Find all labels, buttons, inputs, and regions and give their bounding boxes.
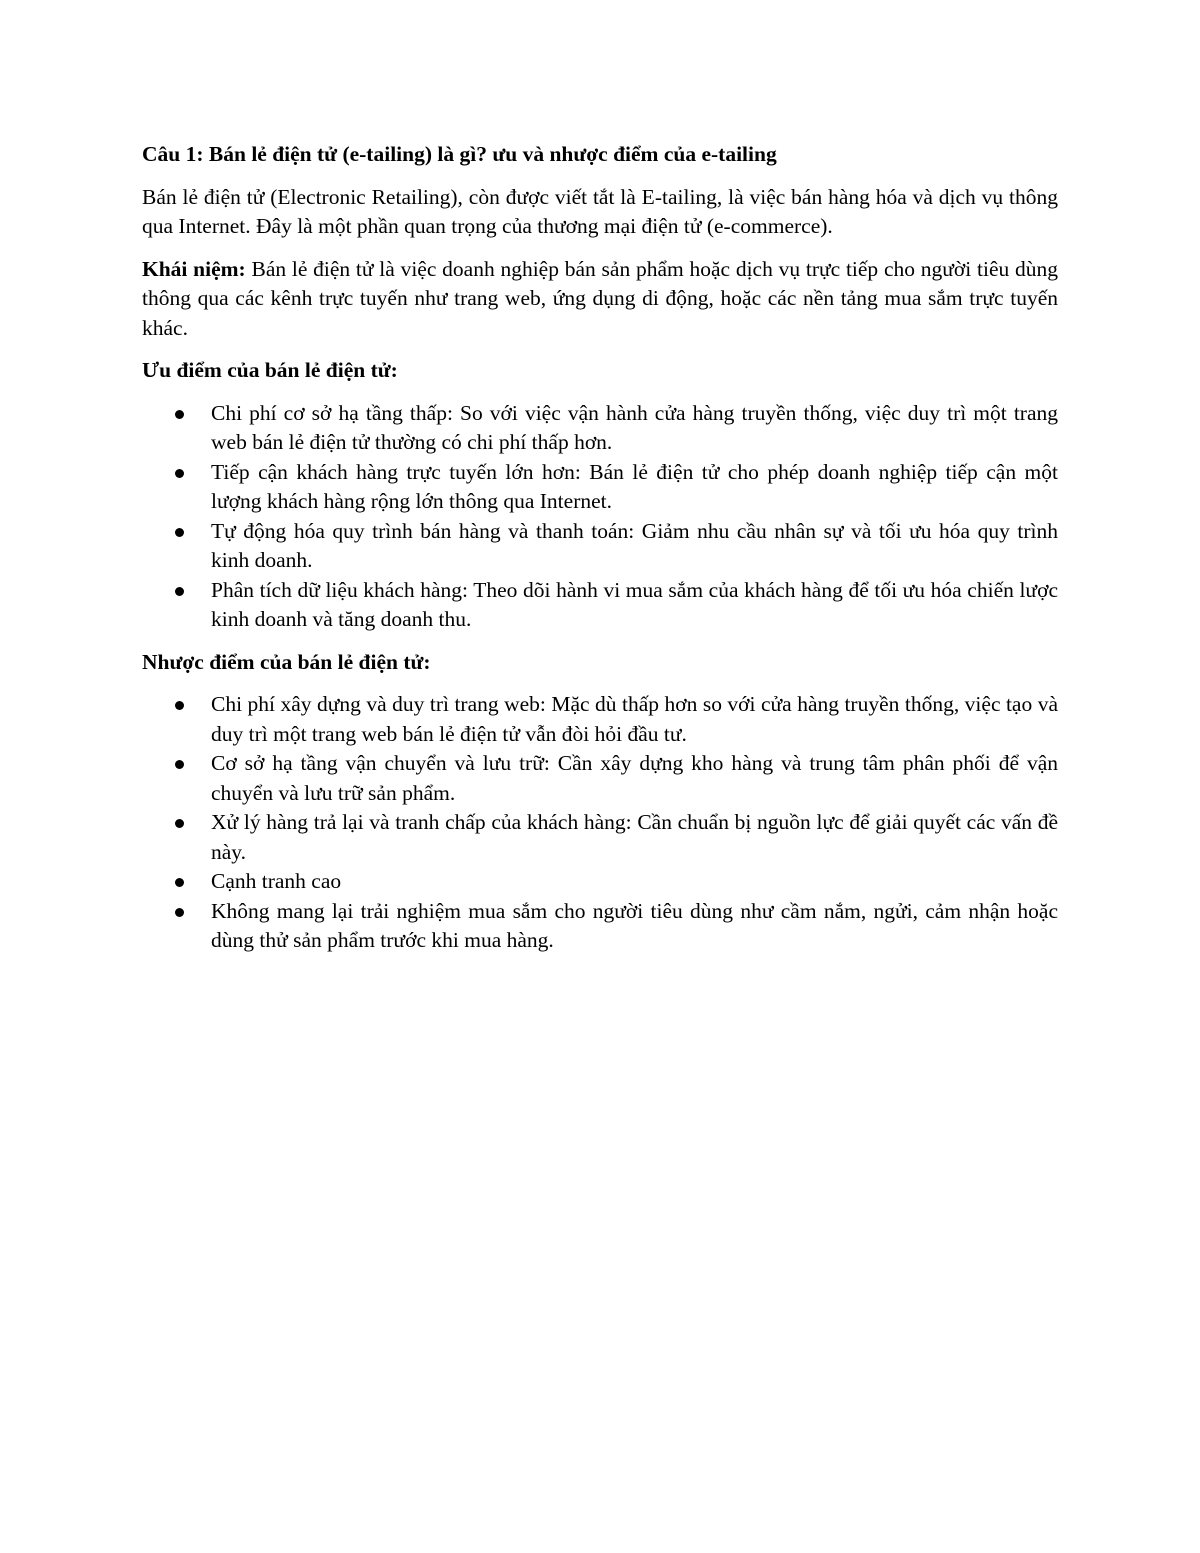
list-item-text: Phân tích dữ liệu khách hàng: Theo dõi hành vi mua sắm của khách hàng để tối ưu hóa chiến lược kinh doanh và tăng doanh thu. (211, 577, 1058, 631)
concept-label: Khái niệm: (142, 256, 246, 281)
list-item (211, 897, 1058, 956)
list-item (211, 808, 1058, 867)
disadvantages-heading: Nhược điểm của bán lẻ điện tử: (142, 649, 431, 674)
list-item (211, 576, 1058, 635)
list-item-text: Tự động hóa quy trình bán hàng và thanh toán: Giảm nhu cầu nhân sự và tối ưu hóa quy trình kinh doanh. (211, 518, 1058, 572)
bullet-icon (175, 469, 184, 478)
list-item-text: Tiếp cận khách hàng trực tuyến lớn hơn: Bán lẻ điện tử cho phép doanh nghiệp tiếp cận một lượng khách hàng rộng lớn thông qua Internet. (211, 459, 1058, 513)
list-item (211, 517, 1058, 576)
bullet-icon (175, 878, 184, 887)
bullet-icon (175, 908, 184, 917)
bullet-icon (175, 587, 184, 596)
list-item-text: Chi phí xây dựng và duy trì trang web: Mặc dù thấp hơn so với cửa hàng truyền thống, việc tạo và duy trì một trang web bán lẻ điện tử vẫn đòi hỏi đầu tư. (211, 692, 1058, 746)
list-item (211, 690, 1058, 749)
list-item (211, 399, 1058, 458)
list-item (211, 458, 1058, 517)
bullet-icon (175, 819, 184, 828)
bullet-icon (175, 528, 184, 537)
list-item-text: Không mang lại trải nghiệm mua sắm cho người tiêu dùng như cầm nắm, ngửi, cảm nhận hoặc dùng thử sản phẩm trước khi mua hàng. (211, 898, 1058, 952)
document-page (142, 140, 1058, 969)
list-item (211, 749, 1058, 808)
disadvantages-list (142, 690, 1058, 956)
list-item-text: Chi phí cơ sở hạ tầng thấp: So với việc vận hành cửa hàng truyền thống, việc duy trì một trang web bán lẻ điện tử thường có chi phí thấp hơn. (211, 400, 1058, 454)
concept-text: Bán lẻ điện tử là việc doanh nghiệp bán sản phẩm hoặc dịch vụ trực tiếp cho người tiêu dùng thông qua các kênh trực tuyến như trang web, ứng dụng di động, hoặc các nền tảng mua sắm trực tuyến khác. (142, 256, 1059, 340)
document-title: Câu 1: Bán lẻ điện tử (e-tailing) là gì? ưu và nhược điểm của e-tailing (142, 142, 777, 166)
list-item-text: Xử lý hàng trả lại và tranh chấp của khách hàng: Cần chuẩn bị nguồn lực để giải quyết các vấn đề này. (211, 810, 1058, 864)
bullet-icon (175, 760, 184, 769)
list-item (211, 867, 1058, 897)
intro-paragraph: Bán lẻ điện tử (Electronic Retailing), còn được viết tắt là E-tailing, là việc bán hàng hóa và dịch vụ thông qua Internet. Đây là một phần quan trọng của thương mại điện tử (e-commerce). (142, 184, 1058, 238)
bullet-icon (175, 410, 184, 419)
concept-paragraph (142, 255, 1058, 344)
bullet-icon (175, 701, 184, 710)
advantages-list (142, 399, 1058, 635)
list-item-text: Cạnh tranh cao (211, 869, 342, 893)
list-item-text: Cơ sở hạ tầng vận chuyển và lưu trữ: Cần xây dựng kho hàng và trung tâm phân phối để vận chuyển và lưu trữ sản phẩm. (211, 751, 1058, 805)
advantages-heading: Ưu điểm của bán lẻ điện tử: (142, 358, 398, 382)
